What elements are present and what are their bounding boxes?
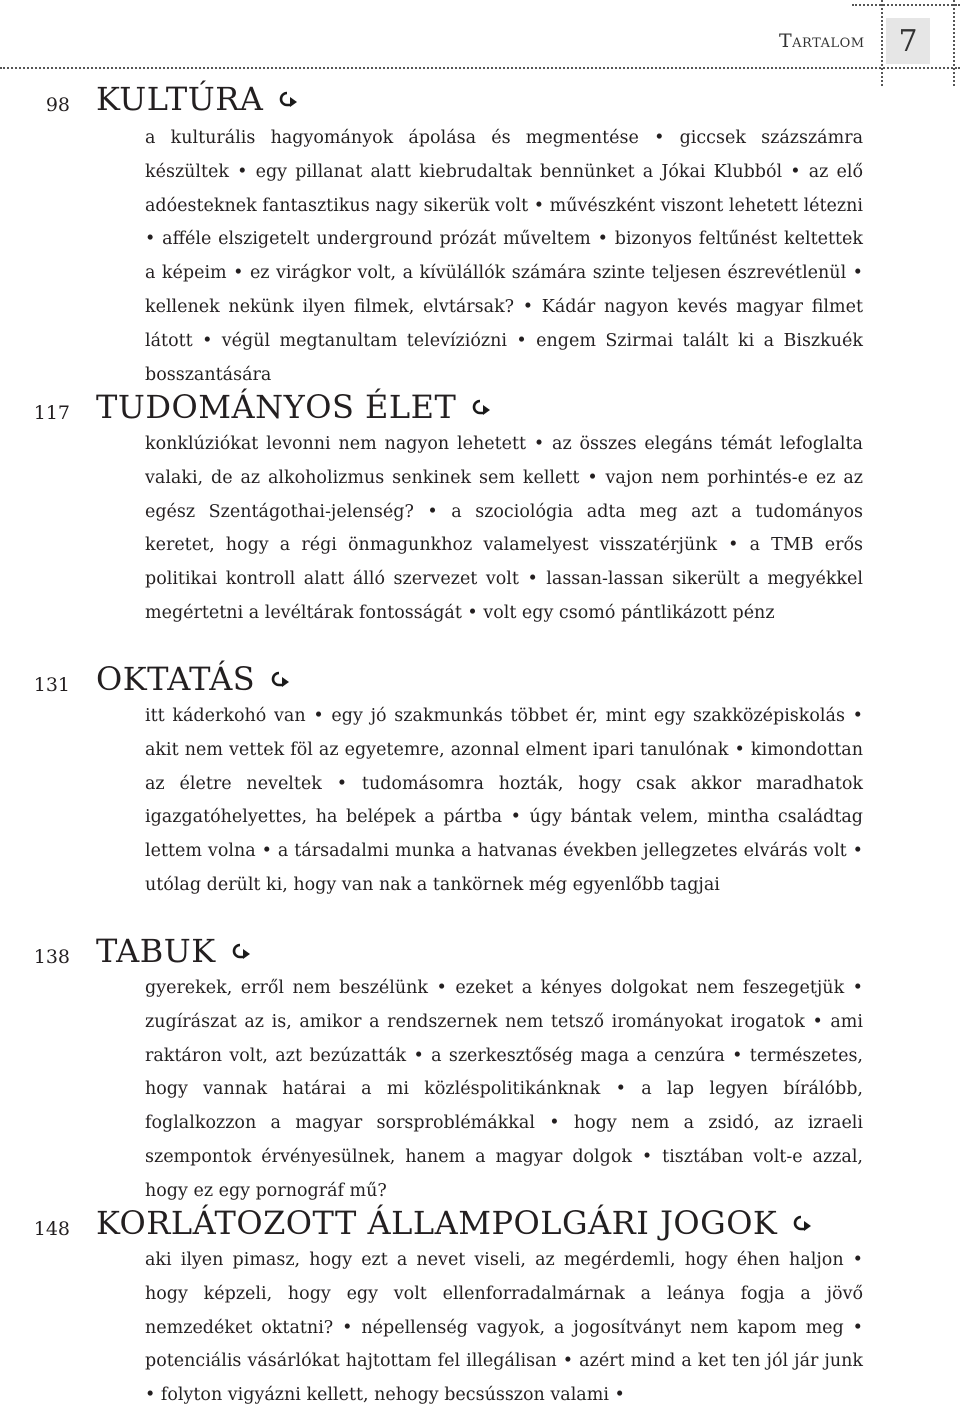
header-dotted-rule-right	[953, 0, 955, 86]
arrow-right-icon	[269, 671, 291, 687]
toc-page-number: 148	[33, 1218, 70, 1240]
page-number	[886, 18, 930, 64]
toc-section-summary: a kulturális hagyományok ápolása és megmentése • giccsek százszámra készültek • egy pillanat alatt kiebrudaltak bennünket a Jókai Klubból • az elő adóesteknek fantasztikus nagy sikerük volt • művészként viszont lehetett létezni • afféle elszigetelt underground prózát műveltem • bizonyos feltűnést keltettek a képeim • ez virágkor volt, a kívülállók számára szinte teljesen észrevétlenül • kellenek nekünk ilyen filmek, elvtársak? • Kádár nagyon kevés magyar filmet látott • végül megtanultam televíziózni • engem Szirmai talált ki a Biszkuék bosszantására	[145, 128, 863, 385]
toc-title-text: KULTÚRA	[96, 80, 264, 118]
arrow-right-icon	[277, 91, 299, 107]
header-dotted-rule	[0, 67, 960, 69]
toc-title-text: OKTATÁS	[96, 660, 256, 698]
toc-page-number: 131	[33, 674, 70, 696]
running-header-title: Tartalom	[779, 30, 865, 52]
toc-page-number: 117	[33, 402, 70, 424]
toc-title-text: TUDOMÁNYOS ÉLET	[96, 388, 457, 426]
toc-section-title[interactable]	[96, 660, 291, 698]
arrow-right-icon	[230, 943, 252, 959]
toc-page-number: 138	[33, 946, 70, 968]
toc-section-title[interactable]	[96, 932, 252, 970]
toc-title-text: TABUK	[96, 932, 216, 970]
toc-section-title[interactable]	[96, 1204, 813, 1242]
header-dotted-rule-left	[881, 0, 883, 86]
header-dotted-rule-top	[852, 4, 960, 6]
toc-section-title[interactable]	[96, 388, 492, 426]
toc-section-summary: konklúziókat levonni nem nagyon lehetett • az összes elegáns témát lefoglalta valaki, de az alkoholizmus senkinek sem kellett • vajon nem porhintés-e ez az egész Szentágothai-jelenség? • a szociológia adta meg azt a tudományos keretet, hogy a régi önmagunkhoz valamelyest visszatérjünk • a TMB erős politikai kontroll alatt álló szervezet volt • lassan-lassan sikerült a megyékkel megértetni a levéltárak fontosságát • volt egy csomó pántlikázott pénz	[145, 434, 863, 623]
toc-section-summary: gyerekek, erről nem beszélünk • ezeket a kényes dolgokat nem feszegetjük • zugírászat az is, amikor a rendszernek nem tetsző irományokat irogatok • ami raktáron volt, azt bezúzatták • a szerkesztőség maga a cenzúra • természetes, hogy vannak határai a mi közléspolitikánknak • a lap legyen bírálóbb, foglalkozzon a magyar sorsproblémákkal • hogy nem a zsidó, az izraeli szempontok érvényesülnek, hanem a magyar dolgok • tisztában volt-e azzal, hogy ez egy pornográf mű?	[145, 978, 863, 1201]
arrow-right-icon	[791, 1215, 813, 1231]
toc-title-text: KORLÁTOZOTT ÁLLAMPOLGÁRI JOGOK	[96, 1204, 778, 1242]
page-number-text: 7	[898, 23, 918, 59]
toc-section-summary: aki ilyen pimasz, hogy ezt a nevet viseli, az megérdemli, hogy éhen haljon • hogy képzeli, hogy egy volt ellenforradalmárnak a leánya fogja a jövő nemzedéket oktatni? • népellenség vagyok, a jogosítványt nem kapom meg • potenciális vásárlókat hajtottam fel illegálisan • azért mind a ket ten jól jár junk • folyton vigyázni kellett, nehogy becsússzon valami •	[145, 1250, 863, 1406]
toc-section-summary: itt káderkohó van • egy jó szakmunkás többet ér, mint egy szakközépiskolás • akit nem vettek föl az egyetemre, azonnal elment ipari tanulónak • kimondottan az életre neveltek • tudomásomra hozták, hogy csak akkor maradhatok igazgatóhelyettes, ha belépek a pártba • úgy bántak velem, mintha családtag lettem volna • a társadalmi munka a hatvanas években jellegzetes elvárás volt • utólag derült ki, hogy van nak a tankörnek még egyenlőbb tagjai	[145, 706, 863, 895]
toc-section-title[interactable]	[96, 80, 299, 118]
arrow-right-icon	[470, 399, 492, 415]
toc-page-number: 98	[45, 94, 70, 116]
